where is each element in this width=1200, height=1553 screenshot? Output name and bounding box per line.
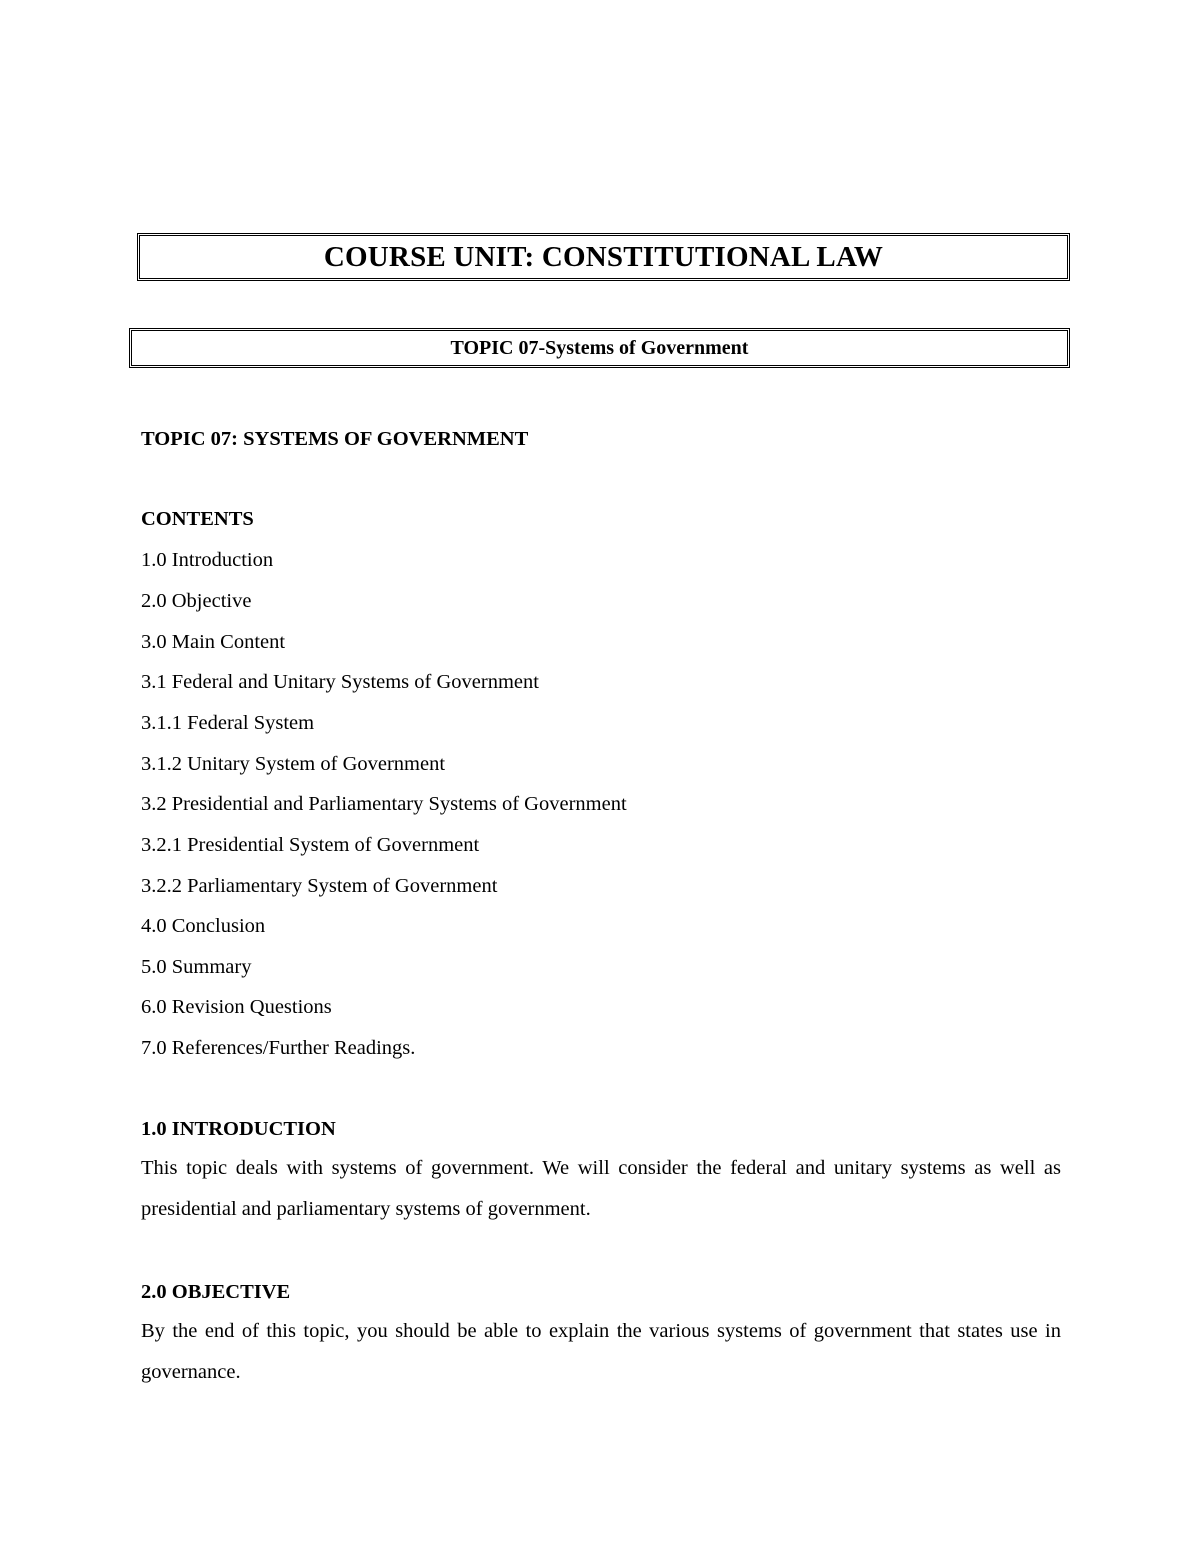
objective-paragraph: By the end of this topic, you should be able to explain the various systems of government that states use in governance. — [141, 1320, 1061, 1383]
introduction-heading: 1.0 INTRODUCTION — [141, 1118, 336, 1140]
topic-heading: TOPIC 07: SYSTEMS OF GOVERNMENT — [141, 428, 529, 450]
topic-box — [129, 328, 1070, 368]
contents-item: 2.0 Objective — [141, 590, 252, 612]
contents-item: 6.0 Revision Questions — [141, 996, 332, 1018]
contents-item: 4.0 Conclusion — [141, 915, 266, 937]
contents-item: 5.0 Summary — [141, 956, 252, 978]
contents-item: 3.1 Federal and Unitary Systems of Government — [141, 671, 539, 693]
contents-item: 3.0 Main Content — [141, 631, 286, 653]
course-unit-box — [137, 233, 1070, 281]
introduction-paragraph: This topic deals with systems of government. We will consider the federal and unitary systems as well as presidential and parliamentary systems of government. — [141, 1157, 1061, 1220]
contents-item: 3.1.1 Federal System — [141, 712, 315, 734]
contents-item: 1.0 Introduction — [141, 549, 274, 571]
contents-heading: CONTENTS — [141, 508, 254, 530]
contents-item: 3.1.2 Unitary System of Government — [141, 753, 446, 775]
objective-heading: 2.0 OBJECTIVE — [141, 1281, 291, 1303]
course-unit-title: COURSE UNIT: CONSTITUTIONAL LAW — [323, 240, 884, 273]
contents-item: 7.0 References/Further Readings. — [141, 1037, 416, 1059]
contents-item: 3.2.1 Presidential System of Government — [141, 834, 480, 856]
contents-item: 3.2.2 Parliamentary System of Government — [141, 875, 498, 897]
topic-box-title: TOPIC 07-Systems of Government — [450, 336, 749, 359]
contents-item: 3.2 Presidential and Parliamentary Systems of Government — [141, 793, 627, 815]
